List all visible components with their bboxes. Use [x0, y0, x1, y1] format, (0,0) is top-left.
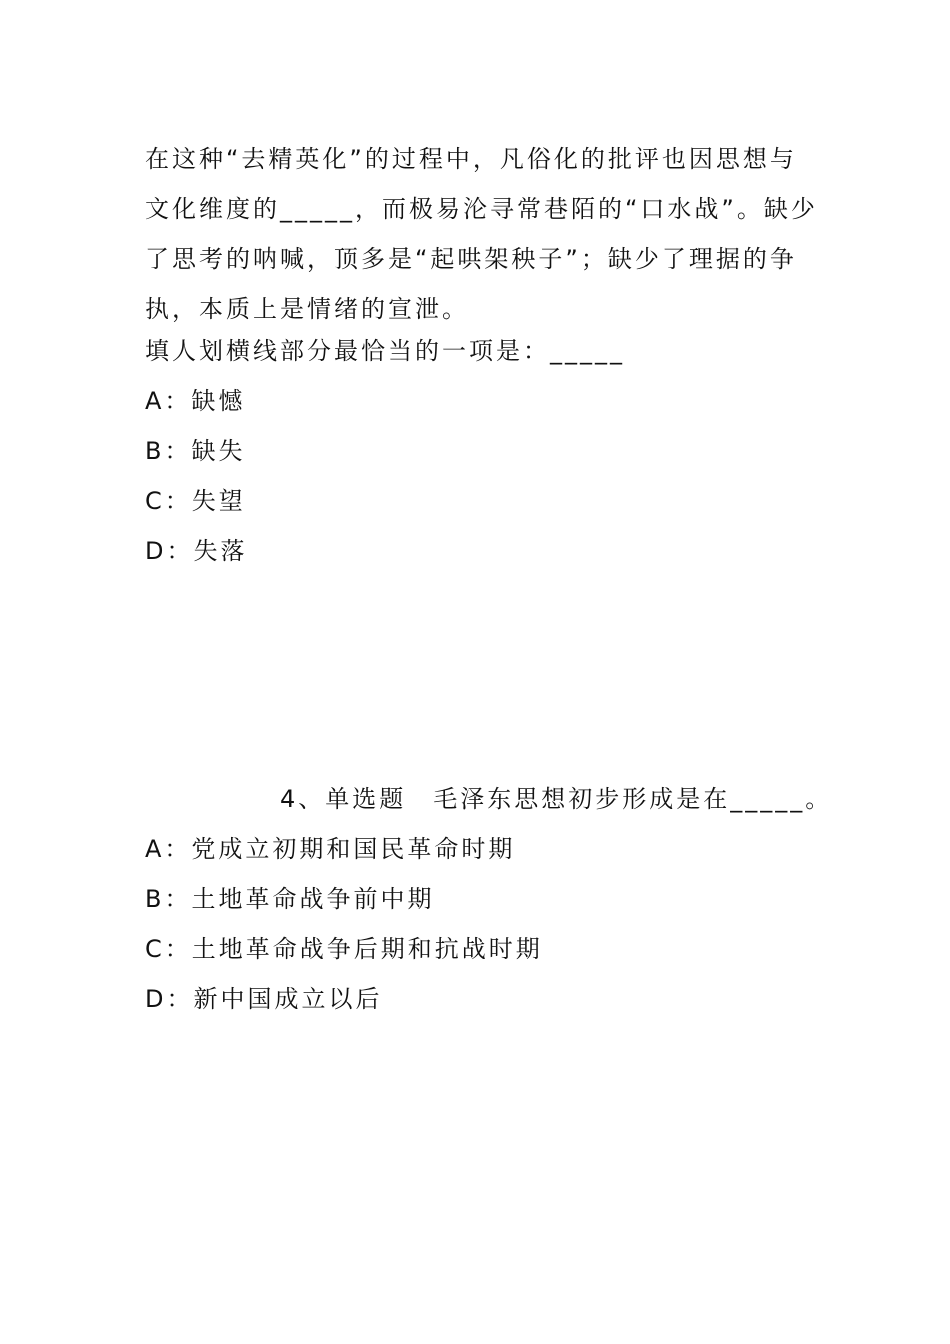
- question-4-option-a: A：党成立初期和国民革命时期: [145, 835, 516, 863]
- question-3-option-d: D：失落: [145, 537, 248, 565]
- question-3-option-c: C：失望: [145, 487, 246, 515]
- question-4-title: 4、单选题 毛泽东思想初步形成是在_____。: [280, 785, 833, 813]
- question-4-option-b: B：土地革命战争前中期: [145, 885, 435, 913]
- passage-line: 在这种“去精英化”的过程中，凡俗化的批评也因思想与: [145, 145, 797, 173]
- question-3-passage: [145, 134, 818, 334]
- question-4-option-c: C：土地革命战争后期和抗战时期: [145, 935, 543, 963]
- passage-line: 文化维度的_____，而极易沦寻常巷陌的“口水战”。缺少: [145, 195, 818, 223]
- question-3-option-b: B：缺失: [145, 437, 246, 465]
- question-4-option-d: D：新中国成立以后: [145, 985, 383, 1013]
- passage-line: 了思考的呐喊，顶多是“起哄架秧子”；缺少了理据的争: [145, 245, 797, 273]
- question-3-option-a: A：缺憾: [145, 387, 246, 415]
- question-3-prompt: 填人划横线部分最恰当的一项是：_____: [145, 337, 625, 365]
- passage-line: 执，本质上是情绪的宣泄。: [145, 295, 469, 323]
